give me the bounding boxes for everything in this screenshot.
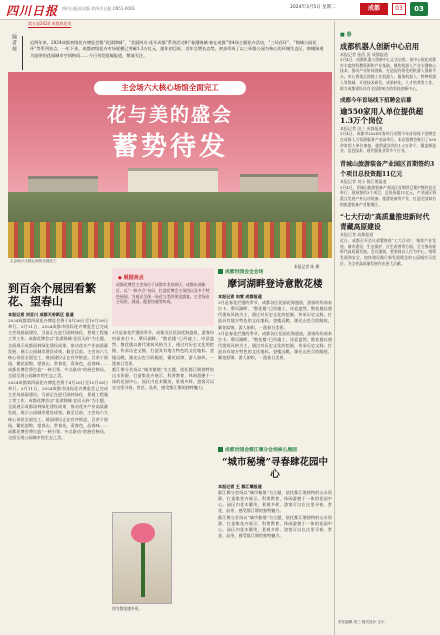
sidebar-box-head: ◆ 展园亮点 [118,275,144,281]
article-d-body-2: 都江堰分会场以“城市秘境”为主题，依托都江堰独特的山水资源，打造集花卉展示、科普教育、休闲游憩于一体的花园中心。园区内花木繁茂，景观多样，游客可以在这里寻春、赏花、品茶，感受都江堰的独特魅力。 [218,514,332,539]
rc-article-3-byline: 本报记者 刘小 都江堰报道 [340,179,387,185]
article-b [112,330,214,392]
rc-article-2-body: 3月4日，成都市2024年春风行动暨今年首场线下招聘会在成都人力资源服务产业园举行。本次招聘会吸引了550余家用人单位参加，提供就业岗位1.3万余个，涵盖制造业、信息技术、现代服务业等多个行业。 [340,131,436,154]
rc-article-4-body: 近日，成都召开会议部署推进“七大行动”，聚焦产业发展、城市建设、生态保护、民生改善等方面，全力推动新时代高质量发展。会议强调，要坚持以人民为中心，统筹发展和安全，加快建设践行新发展理念的公园城市示范区，为全省高质量发展作出更大贡献。 [340,237,436,266]
article-a-body-2: 2024成都第四届花卉博览会将于4月26日至10月26日举行。3月11日，2024成都市国际花卉博览会已完成主会场基础建设，当前正在进行园林绿化、景观工程施工等工作。成都花博会以“花漾锦城·宜居天府”为主题，全面展示成都园林绿化建设成果，推动花卉产业高质量发展，展示公园城市建设成效。截至目前，主会场六大核心场馆全面完工，展园建设正在有序推进。百余个展园，繁花似锦，望春山，赏春花，看春色，品春味……成都花博会将打造“一核引领、多点联动”的展会格局，全面呈现公园城市的生态之美。 [8,379,108,440]
sidebar-box-body: 成都花博会主会场位于成都市龙泉驿区、成都东部新区，以“一核多点”布局，打造花博会主场馆以及多个特色展园，为观众呈现一场花与美的视觉盛宴。主会场由主场馆、展园、配套设施等构成。 [116,282,210,305]
article-c-headline[interactable]: 摩诃湖畔登诗意散花楼 [227,279,323,290]
flower-stem [141,537,145,597]
article-a [8,268,108,441]
right-column [334,21,440,635]
rc-article-2-title[interactable]: 成都今年首场线下招聘会启幕 [340,98,412,105]
article-a-body: 2024成都第四届花卉博览会将于4月26日至10月26日举行。3月11日，2024成都市国际花卉博览会已完成主会场基础建设，当前正在进行园林绿化、景观工程施工等工作。成都花博会以“花漾锦城·宜居天府”为主题，全面展示成都园林绿化建设成果，推动花卉产业高质量发展，展示公园城市建设成效。截至目前，主会场六大核心场馆全面完工，展园建设正在有序推进。百余个展园，繁花似锦，望春山，赏春花，看春色，品春味……成都花博会将打造“一核引领、多点联动”的展会格局，全面呈现公园城市的生态之美。 [8,318,108,379]
rc-article-1-title[interactable]: 成都机器人创新中心启用 [340,42,420,51]
article-c-section-text: 成都世园会全会场 [225,270,264,275]
rc-article-3-body: 3月4日，青城山旅游装备产业园区首期项目集中签约仪式举行，现场签约3个项目，总投资超11亿元。产业园区将重点发展户外运动装备、旅游装备等产业，打造全国知名的旅游装备产业集聚区。 [340,184,436,207]
page-number-badge: 03 [410,2,428,16]
page-footer: 责任编辑 刘三 版式设计 文小 [338,620,385,624]
rc-article-2-subtitle: 逾550家用人单位提供超1.3万个岗位 [340,106,424,126]
page-number: 03 [392,3,406,15]
divider [22,36,23,70]
article-a-byline: 本报记者 刘亚川 成都天府新区 报道 [8,312,74,317]
editor-note-label: 编者按 [11,34,17,52]
rc-article-1-byline: 本报记者 张西 田 成都报道 [340,51,388,57]
rc-article-4-title[interactable]: “七大行动”高质量推进新时代青藏高原建设 [340,213,430,231]
article-c-body-2: 3月是春花烂漫的季节。成都各区花园花海盛放，游客纷纷前来打卡。摩诃湖畔，“散花楼”已经竣工，诗意盎然。散花楼以唐代建筑风格为主，通过对历史文化的挖掘，传承历史文脉，打造具有地方特色的文化地标。登楼远眺，湖光山色尽收眼底，繁花似锦，游人如织，一派春日美景。 [218,330,332,361]
flower-bloom [131,523,155,543]
article-a-headline[interactable]: 到百余个展园看繁花、望春山 [8,282,96,308]
section-marker-icon [218,447,223,452]
article-d-section [218,446,332,453]
masthead-subtitle: 四川日报社出版 ©四川日报 CN51-0001 [62,6,136,11]
issue-date: 2024年3月5日 星期二 [290,5,336,10]
photo-credit: 本报记者 陈 摄 [294,264,320,269]
flower-bed [8,222,332,258]
rc-section-head: ■ 春 [340,32,352,38]
article-c-body: 3月是春花烂漫的季节。成都各区花园花海盛放，游客纷纷前来打卡。摩诃湖畔，“散花楼”已经竣工，诗意盎然。散花楼以唐代建筑风格为主，通过对历史文化的挖掘，传承历史文脉，打造具有地方特色的文化地标。登楼远眺，湖光山色尽收眼底，繁花似锦，游人如织，一派春日美景。 [218,300,332,330]
masthead [0,0,440,20]
article-c-section [218,268,332,275]
flower-photo [112,512,172,604]
section-badge[interactable]: 成都 [360,3,388,15]
article-d-section-text: 成都世园会都江堰分会场核心展园 [225,448,297,453]
newspaper-logo: 四川日报 [6,4,59,18]
hero-headline-2: 蓄势待发 [111,132,228,162]
topic-banner [28,21,332,28]
article-c [218,268,332,362]
photo-caption: 主会场六大核心场馆全面完工 [10,259,57,263]
article-c-byline: 本报记者 向雪 成都报道 [218,294,262,299]
rc-article-2-byline: 本报记者 田三 成都报道 [340,125,383,131]
flower-photo-caption: 图为散花楼外景。 [112,606,143,611]
hero-pill: 主会场六大核心场馆全面完工 [94,81,246,95]
rc-article-4-byline: 本报记者 成都报道 [340,232,374,238]
editor-note: 近两年来，2024成都初级花卉博览会暨“花漾锦城”，“美丽四川·花开成都”系列活动和“春漫锦城·春在成都”等4场主题花卉活动，“三环花环”、“锦城公园花环”等系列亮点，一年下来，成都初级花卉市场规模已突破1.3万亿元，超年初目标，近年呈增长态势，初步形成了以三环路公园为核心的环城生态区、锦城绿道为纽带的花园城市空间格局……今日刊发组稿报道，敬请关注。 [30,40,324,58]
rc-article-1-body: 3月4日，成都机器人创新中心正式启用。该中心依托成都市丰富的科教资源和产业基础，聚焦机器人产业关键核心技术，推动产业协同创新，打造国内领先的机器人创新平台。中心将重点围绕工业机器人、服务机器人、特种机器人等领域，开展技术研发、成果转化、人才培养等工作，助力成都建设具有全国影响力的科技创新中心。 [340,57,436,91]
section-marker-icon [218,269,223,274]
hero-photo [8,72,332,258]
hero-headline: 花与美的盛会 [106,104,233,126]
article-d-body: 都江堰分会场以“城市秘境”为主题，依托都江堰独特的山水资源，打造集花卉展示、科普教育、休闲游憩于一体的花园中心。园区内花木繁茂，景观多样，游客可以在这里寻春、赏花、品茶，感受都江堰的独特魅力。 [218,490,332,514]
article-b-body: 3月是春花烂漫的季节。成都各区花园花海盛放，游客纷纷前来打卡。摩诃湖畔，“散花楼”已经竣工，诗意盎然。散花楼以唐代建筑风格为主，通过对历史文化的挖掘，传承历史文脉，打造具有地方特色的文化地标。登楼远眺，湖光山色尽收眼底，繁花似锦，游人如织，一派春日美景。 [112,330,214,366]
article-d [218,446,332,539]
article-b-body-2: 都江堰分会场以“城市秘境”为主题，依托都江堰独特的山水资源，打造集花卉展示、科普教育、休闲游憩于一体的花园中心。园区内花木繁茂，景观多样，游客可以在这里寻春、赏花、品茶，感受都江堰的独特魅力。 [112,366,214,391]
rc-article-3-title[interactable]: 青城山旅游装备产业园区首期签约3个项目总投资超11亿元 [340,161,435,178]
article-d-headline[interactable]: “城市秘境”寻春肆花园中心 [222,457,328,480]
article-d-byline: 本报记者 王 都江堰报道 [218,484,262,489]
topic-banner-text: 第五届2024 成都春花市 [28,21,72,26]
